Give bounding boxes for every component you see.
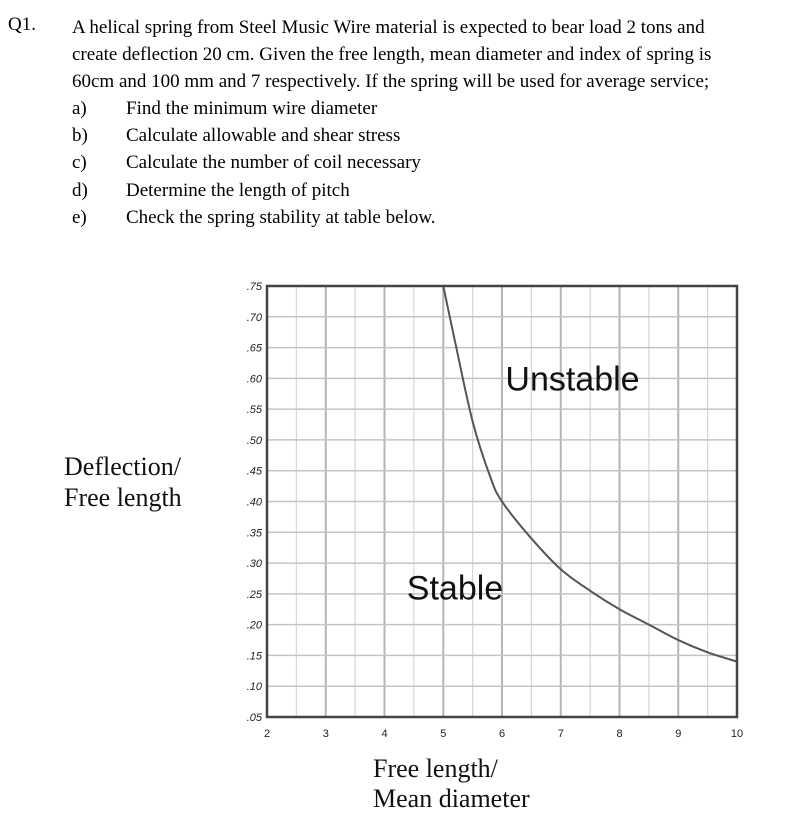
y-tick-label: .65	[246, 342, 262, 355]
chart-annotations	[407, 360, 640, 607]
part-text: Calculate the number of coil necessary	[126, 152, 421, 173]
y-axis-ticks	[247, 281, 263, 724]
part-text: Check the spring stability at table below.	[126, 207, 436, 228]
y-tick-label: .20	[246, 619, 262, 632]
y-tick-label: .70	[246, 311, 262, 324]
y-axis-label-line1: Deflection/	[64, 452, 181, 481]
question-line: A helical spring from Steel Music Wire material is expected to bear load 2 tons and	[72, 17, 705, 38]
y-tick-label: .10	[246, 681, 262, 694]
region-label-unstable: Unstable	[505, 360, 640, 399]
part-label: c)	[72, 152, 87, 173]
y-tick-label: .40	[246, 496, 262, 509]
y-tick-label: .15	[246, 650, 262, 663]
y-tick-label: .25	[246, 588, 262, 601]
y-tick-label: .60	[246, 373, 262, 386]
part-label: e)	[72, 207, 87, 228]
part-text: Calculate allowable and shear stress	[126, 125, 401, 146]
part-label: a)	[72, 98, 87, 119]
x-tick-label: 10	[730, 728, 744, 740]
y-tick-label: .75	[246, 281, 262, 293]
x-tick-label: 4	[381, 728, 388, 740]
x-axis-ticks	[264, 728, 743, 740]
question-number: Q1.	[8, 14, 36, 35]
y-tick-label: .35	[246, 527, 262, 540]
y-tick-label: .55	[246, 404, 262, 417]
x-tick-label: 2	[263, 728, 271, 740]
x-tick-label: 5	[440, 728, 447, 740]
question-line: create deflection 20 cm. Given the free length, mean diameter and index of spring is	[72, 44, 712, 65]
x-axis-label-line2: Mean diameter	[373, 784, 530, 813]
part-label: d)	[72, 180, 88, 201]
region-label-stable: Stable	[406, 569, 504, 608]
x-tick-label: 7	[557, 728, 564, 740]
y-tick-label: .05	[246, 712, 262, 724]
x-tick-label: 3	[322, 728, 329, 740]
y-tick-label: .50	[246, 434, 262, 447]
y-tick-label: .45	[246, 465, 262, 478]
y-tick-label: .30	[246, 558, 262, 571]
x-tick-label: 9	[675, 728, 682, 740]
part-text: Determine the length of pitch	[126, 180, 350, 201]
question-line: 60cm and 100 mm and 7 respectively. If the spring will be used for average service;	[72, 71, 710, 92]
y-axis-label-line2: Free length	[64, 483, 182, 512]
part-text: Find the minimum wire diameter	[126, 98, 378, 119]
x-axis-label-line1: Free length/	[373, 754, 498, 783]
part-label: b)	[72, 125, 88, 146]
x-tick-label: 6	[498, 728, 506, 740]
x-tick-label: 8	[616, 728, 623, 740]
